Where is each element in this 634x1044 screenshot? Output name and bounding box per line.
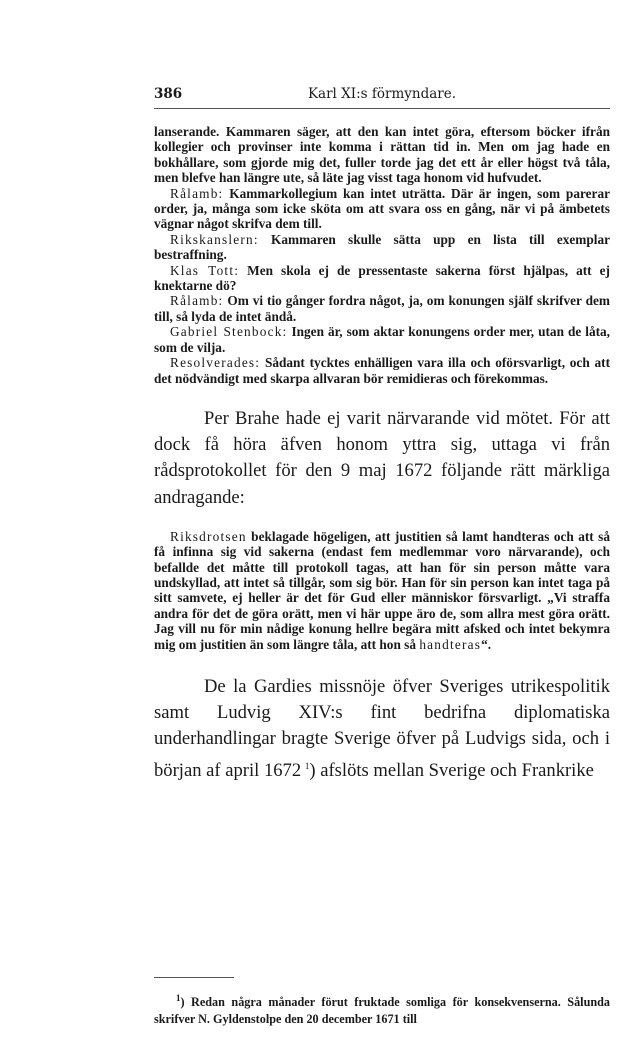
speaker-name: Rålamb: (170, 293, 224, 309)
protocol-paragraph (154, 186, 610, 232)
protocol-excerpt-1 (154, 124, 610, 386)
protocol-paragraph (154, 232, 610, 263)
footnote-text: ) Redan några månader förut fruktade somliga för konsekvenserna. Sålunda skrifver N. Gyldenstolpe den 20 december 1671 till (154, 995, 610, 1027)
header-rule (154, 108, 610, 109)
protocol-paragraph: lanserande. Kammaren säger, att den kan intet göra, eftersom böcker ifrån kollegier och provinser inte komma i rättan tid in. Men om jag hade en bokhållare, som gjorde mig det, fuller torde jag det ett år eller högst två tåla, men blefve han längre ute, så läte jag visst taga honom vid hufvudet. (154, 124, 610, 186)
speaker-name: Riksdrotsen (170, 528, 247, 544)
speaker-name: Gabriel Stenbock: (170, 324, 288, 340)
protocol-excerpt-2 (154, 529, 610, 652)
running-title: Karl XI:s förmyndare. (307, 86, 457, 102)
protocol-paragraph (154, 355, 610, 386)
paragraph-text: ) afslöts mellan Sverige och Frankrike (309, 759, 594, 781)
protocol-paragraph (154, 324, 610, 355)
speaker-name: Resolverades: (170, 355, 261, 371)
speech-text: Kammarkollegium kan intet uträtta. Där är ingen, som parerar order, ja, många som icke sköta om att svara oss en gång, när vi på ämbetets vägnar något skrifva dem till. (154, 185, 610, 232)
speaker-name: Klas Tott: (170, 262, 240, 278)
body-paragraph (154, 674, 610, 784)
body-paragraph: Per Brahe hade ej varit närvarande vid mötet. För att dock få höra äfven honom yttra sig, uttaga vi från rådsprotokollet för den 9 maj 1672 följande rätt märkliga andragande: (154, 407, 610, 508)
footnote (154, 990, 610, 1028)
speech-text: Kammaren skulle sätta upp en lista till exemplar bestraffning. (154, 231, 610, 263)
page-number: 386 (154, 86, 183, 102)
running-header (154, 82, 610, 104)
speech-text: beklagade högeligen, att justitien så lamt handteras och att så få infinna sig vid sakerna (endast fem medlemmar voro närvarande), och befallde det måtte till protokoll tagas, att han för sin person måtte vara undskyllad, att intet så tillgår, som sig bör. Han för sin person kan intet taga på sitt samvete, ej heller är det för Gud eller människor försvarligt. „Vi straffa andra för det de göra orätt, men vi här uppe äro de, som allra mest göra orätt. Jag vill nu för min nådige konung hellre begära mitt afsked och intet bekymra mig om justitien än som längre tåla, att hon så (154, 528, 610, 652)
speaker-name: Rikskanslern: (170, 231, 259, 247)
protocol-paragraph (154, 529, 610, 652)
protocol-paragraph (154, 263, 610, 294)
speaker-name: Rålamb: (170, 185, 224, 201)
footnote-rule (154, 977, 234, 978)
page-body (154, 124, 610, 784)
footnote-marker: 1 (304, 760, 310, 771)
protocol-paragraph (154, 293, 610, 324)
footnote-marker: 1 (176, 993, 181, 1003)
speech-text: Om vi tio gånger fordra något, ja, om konungen själf skrifver dem till, så lyda de intet ändå. (154, 293, 610, 324)
speech-text: Sådant tycktes enhälligen vara illa och oförsvarligt, och att det nödvändigt med skarpa allvaran bör remidieras och förekommas. (154, 355, 610, 386)
paragraph-text: De la Gardies missnöje öfver Sveriges utrikespolitik samt Ludvig XIV:s fint bedrifna diplomatiska underhandlingar bragte Sverige öfver på Ludvigs sida, och i början af april 1672 (154, 675, 610, 781)
speech-text: Men skola ej de pressentaste sakerna först hjälpas, att ej knektarne dö? (154, 262, 610, 294)
emphasized-word: handteras (419, 636, 482, 652)
speech-text: Ingen är, som aktar konungens order mer, utan de låta, som de vilja. (154, 324, 610, 355)
closing-quote: “. (481, 636, 492, 652)
